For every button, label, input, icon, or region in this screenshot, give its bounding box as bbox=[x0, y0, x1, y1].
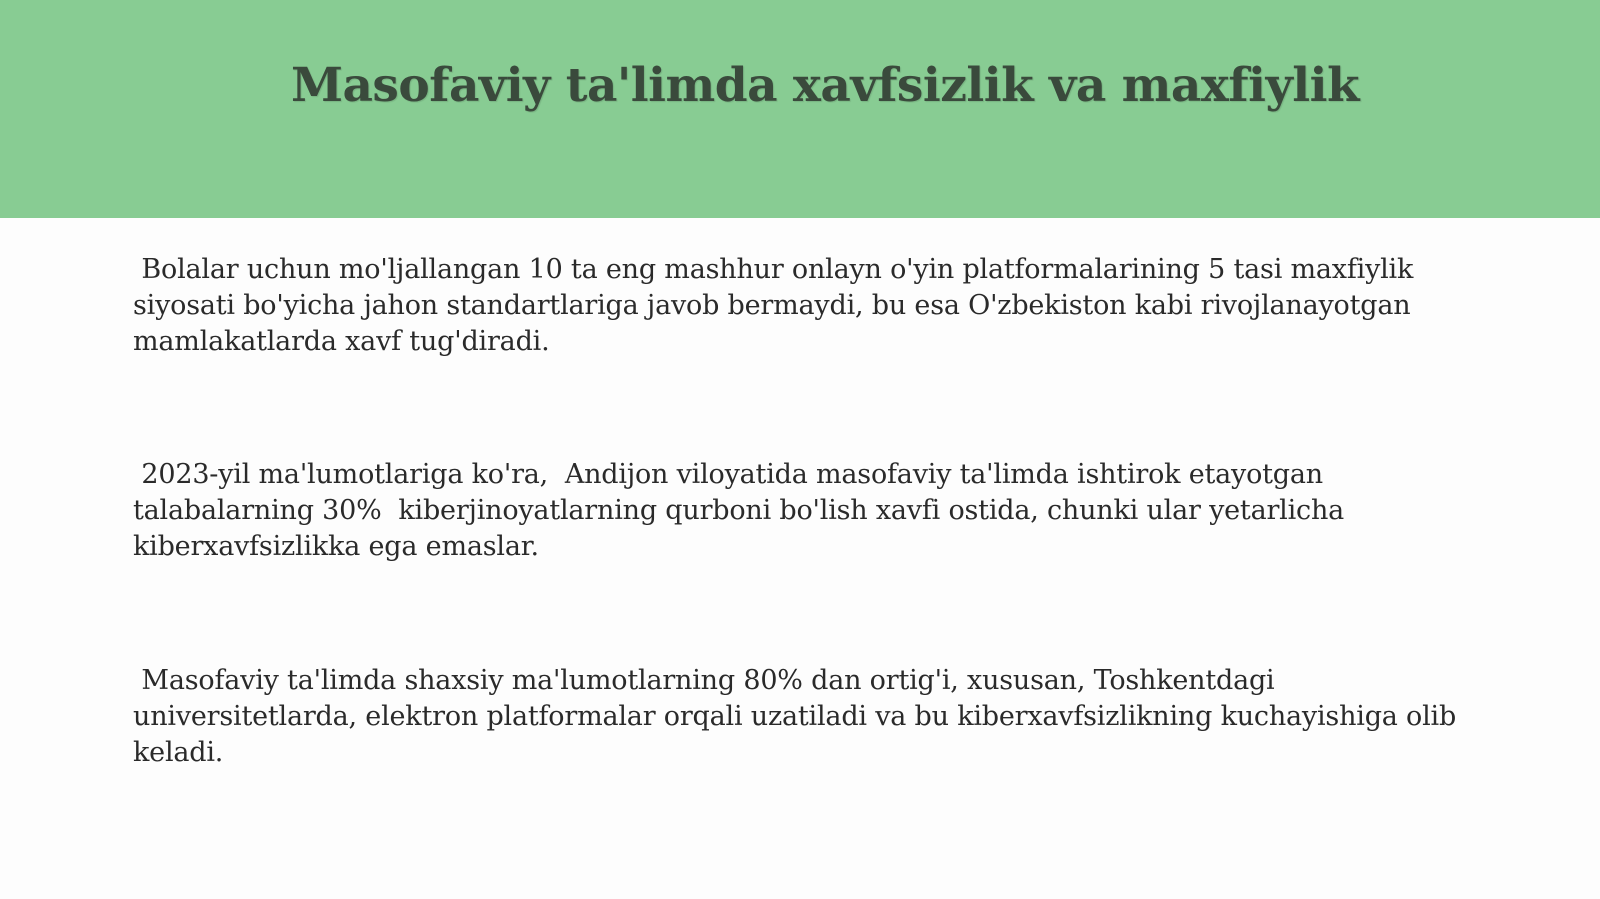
paragraph-andijon-statistics: 2023-yil ma'lumotlariga ko'ra, Andijon viloyatida masofaviy ta'limda ishtirok etayotgan talabalarning 30% kiberjinoyatlarning qurboni bo'lish xavfi ostida, chunki ular yetarlicha kiberxavfsizlikka ega emaslar. bbox=[133, 459, 1353, 562]
slide-title: Masofaviy ta'limda xavfsizlik va maxfiylik bbox=[290, 58, 1360, 113]
header-band bbox=[0, 0, 1600, 218]
paragraph-platforms-privacy: Bolalar uchun mo'ljallangan 10 ta eng mashhur onlayn o'yin platformalarining 5 tasi maxfiylik siyosati bo'yicha jahon standartlariga javob bermaydi, bu esa O'zbekiston kabi rivojlanayotgan mamlakatlarda xavf tug'diradi. bbox=[133, 254, 1422, 357]
paragraph-personal-data: Masofaviy ta'limda shaxsiy ma'lumotlarning 80% dan ortig'i, xususan, Toshkentdagi universitetlarda, elektron platformalar orqali uzatiladi va bu kiberxavfsizlikning kuchayishiga olib keladi. bbox=[133, 665, 1465, 768]
